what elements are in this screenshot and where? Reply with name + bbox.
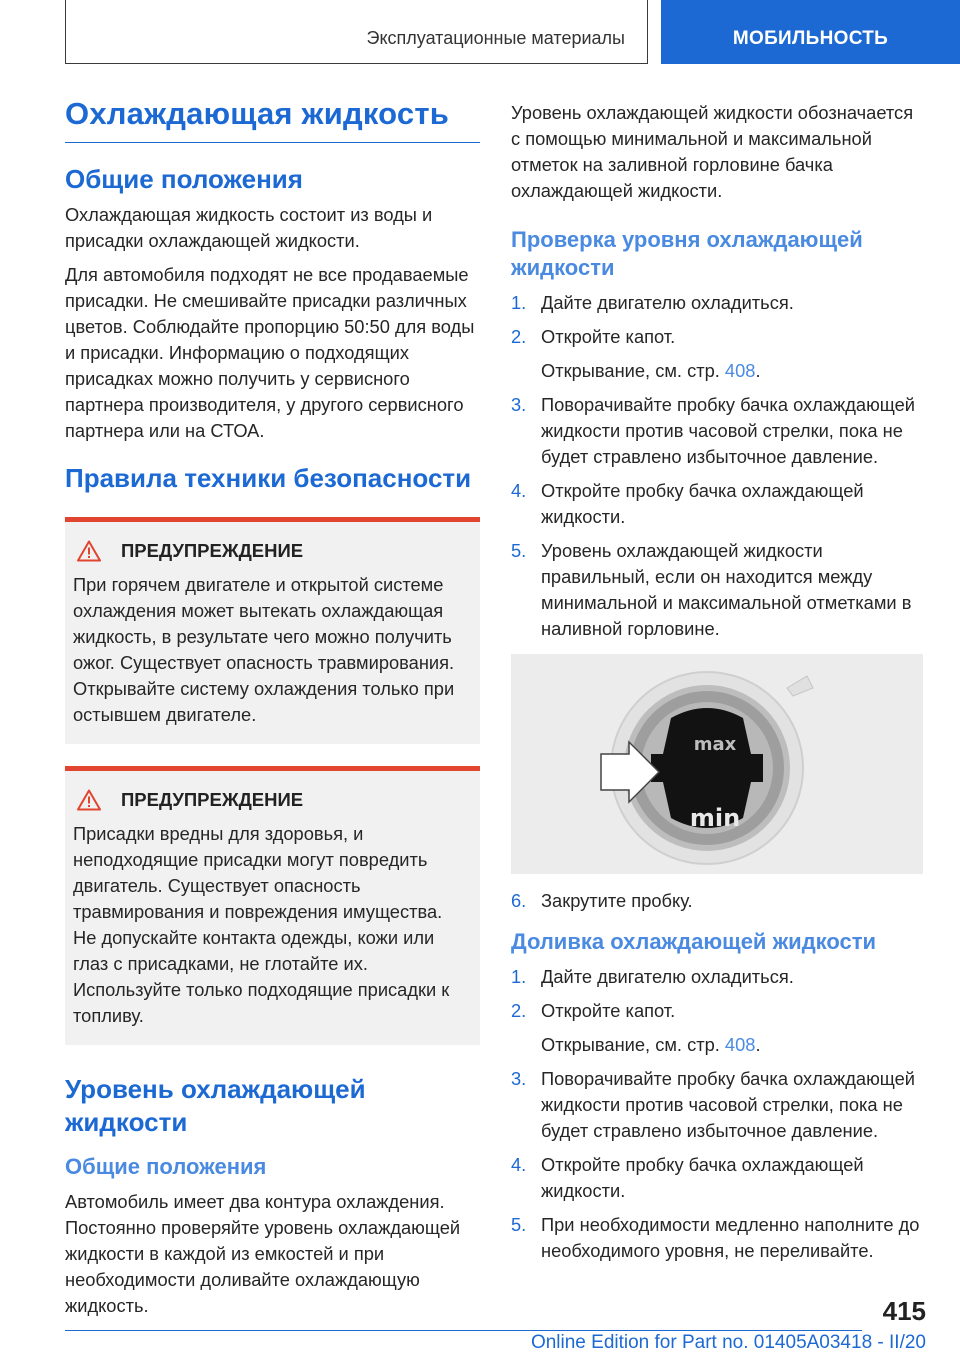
min-mark-label: min [689,804,741,832]
max-mark-label: max [693,734,737,755]
warning-box-1 [65,517,480,744]
right-intro: Уровень охлаждающей жидкости обозначается с помощью минимальной и максимальной отметок на заливной горловине бачка охлаждающей жидкости. [511,102,914,201]
header-section-title: Эксплуатационные материалы [366,28,625,48]
list-item: 1. Дайте двигателю охладиться. [511,292,794,313]
left-column [65,96,480,1327]
list-item: 2. Откройте капот. Открывание, см. стр. 408. [511,1000,761,1055]
level-heading: Уровень охлаждающей жидкости [65,1074,366,1137]
fill-steps-list [511,964,926,1264]
general-paragraph-1: Охлаждающая жидкость состоит из воды и присадки охлаждающей жидкости. [65,204,433,251]
coolant-filler-neck-illustration [511,654,923,874]
list-item: 2. Откройте капот. Открывание, см. стр. 408. [511,326,761,381]
header-section-box [65,0,648,64]
list-item: 4. Откройте пробку бачка охлаждающей жидкости. [511,480,864,527]
header-chapter-tab[interactable] [661,0,960,64]
list-item: 3. Поворачивайте пробку бачка охлаждающей жидкости против часовой стрелки, пока не будет стравлено избыточное давление. [511,394,915,467]
filler-neck-drawing [511,654,923,874]
safety-heading: Правила техники безопасности [65,463,472,493]
level-general-heading: Общие положения [65,1154,267,1179]
fill-heading: Доливка охлаждающей жидкости [511,929,877,954]
page-link-408[interactable]: 408 [724,1034,756,1055]
warning-triangle-icon [77,789,101,811]
header-chapter-title: МОБИЛЬНОСТЬ [732,28,889,49]
list-item: 3. Поворачивайте пробку бачка охлаждающей жидкости против часовой стрелки, пока не будет стравлено избыточное давление. [511,1068,915,1141]
list-item: 1. Дайте двигателю охладиться. [511,966,794,987]
check-heading: Проверка уровня охлаждающей жидкости [511,227,863,280]
page-title: Охлаждающая жидкость [65,96,480,143]
warning-text-1: При горячем двигателе и открытой системе охлаждения может вытекать охлаждающая жидкость, в результате чего можно получить ожог. Существует опасность травмирования. Открывайте систему охлаждения только при остывшем двигателе. [73,574,455,725]
footer-divider [65,1330,862,1331]
warning-box-2 [65,766,480,1045]
check-steps-list-continued [511,888,926,914]
page-link-408[interactable]: 408 [724,360,756,381]
warning-title-2: ПРЕДУПРЕЖДЕНИЕ [121,789,304,810]
warning-triangle-icon [77,540,101,562]
warning-title-1: ПРЕДУПРЕЖДЕНИЕ [121,540,304,561]
warning-text-2: Присадки вредны для здоровья, и неподходящие присадки могут повредить двигатель. Существует опасность травмирования и повреждения имущества. Не допускайте контакта одежды, кожи или глаз с присадками, не глотайте их. Используйте только подходящие присадки к топливу. [73,823,450,1026]
list-item: 5. Уровень охлаждающей жидкости правильный, если он находится между минимальной и максимальной отметками в наливной горловине. [511,540,912,639]
list-item: 4. Откройте пробку бачка охлаждающей жидкости. [511,1154,864,1201]
general-paragraph-2: Для автомобиля подходят не все продаваемые присадки. Не смешивайте присадки различных цветов. Соблюдайте пропорцию 50:50 для воды и присадки. Информацию о подходящих присадках можно получить у сервисного партнера производителя, у другого сервисного партнера или на СТОА. [65,264,475,441]
footer-edition: Online Edition for Part no. 01405A03418 - II/20 [530,1332,926,1353]
level-paragraph-1: Автомобиль имеет два контура охлаждения. Постоянно проверяйте уровень охлаждающей жидкости в каждой из емкостей и при необходимости доливайте охлаждающую жидкость. [65,1191,461,1316]
general-heading: Общие положения [65,164,303,194]
list-item: 6. Закрутите пробку. [511,890,693,911]
check-steps-list [511,290,926,642]
right-column [511,100,926,1272]
page-number: 415 [882,1296,926,1326]
list-item: 5. При необходимости медленно наполните до необходимого уровня, не переливайте. [511,1214,920,1261]
